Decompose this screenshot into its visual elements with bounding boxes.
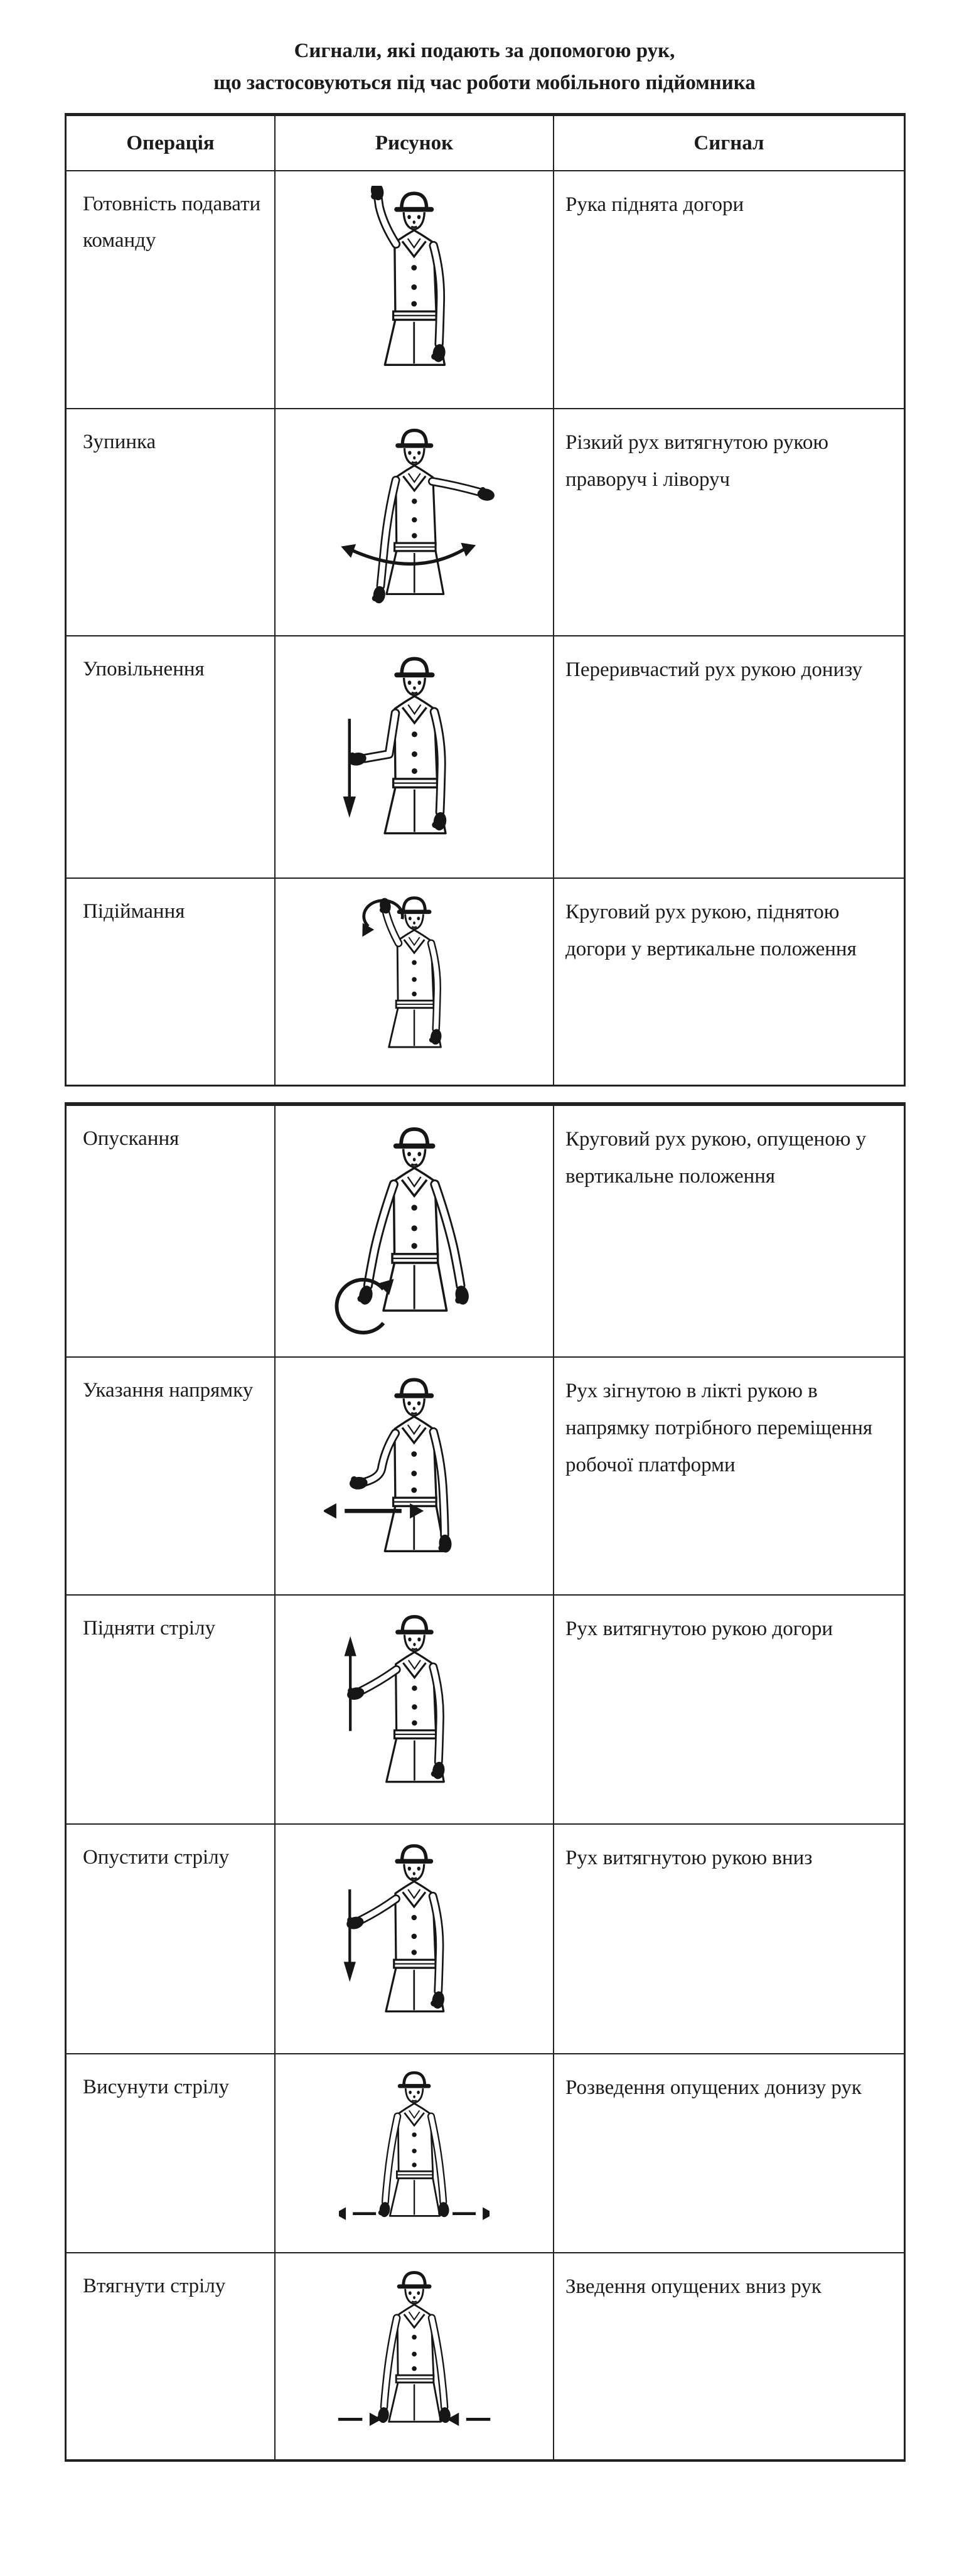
table-row [67,2253,904,2459]
table-row [67,171,904,409]
table-row [67,1596,904,1825]
signalman-arm-intermittent-down-icon [323,651,506,863]
signals-table-segment-1 [65,113,906,1087]
signalman-circular-arm-up-icon [336,891,493,1073]
signalman-arm-raised-icon [324,186,505,394]
signal-cell: Переривчастий рух рукою донизу [565,658,863,682]
header-signal: Сигнал [693,131,764,154]
signal-cell: Різкий рух витягнутою рукою праворуч і ліворуч [565,431,829,491]
table-row [67,879,904,1085]
figure-cell [276,1596,554,1823]
signalman-arms-spread-outward-icon [339,2066,490,2240]
figure-cell [276,636,554,877]
document-title [0,0,969,99]
signalman-arm-swing-icon [328,423,501,622]
signalman-circular-arm-down-icon [319,1121,510,1341]
table-row [67,409,904,636]
signal-cell: Рух витягнутою рукою догори [565,1618,833,1641]
operation-cell: Готовність подавати команду [67,171,276,408]
operation-cell: Уповільнення [67,636,276,877]
figure-cell [276,2054,554,2252]
title-line-1: Сигнали, які подають за допомогою рук, [294,40,675,62]
operation-cell: Висунути стрілу [67,2054,276,2252]
figure-cell [276,1106,554,1356]
signalman-arms-brought-inward-icon [336,2266,493,2447]
table-row [67,636,904,879]
figure-cell [276,879,554,1085]
operation-cell: Втягнути стрілу [67,2253,276,2459]
signalman-bent-arm-direction-icon [324,1372,505,1580]
table-row [67,1106,904,1358]
operation-cell: Указання напрямку [67,1358,276,1594]
figure-cell [276,2253,554,2459]
figure-cell [276,1358,554,1594]
signal-cell: Рух витягнутою рукою вниз [565,1847,813,1870]
signal-cell: Зведення опущених вниз рук [565,2275,822,2299]
operation-cell: Опустити стрілу [67,1825,276,2053]
figure-cell [276,1825,554,2053]
operation-cell: Опускання [67,1106,276,1356]
signal-cell: Рука піднята догори [565,193,744,217]
operation-cell: Зупинка [67,409,276,635]
signal-cell: Рух зігнутою в лікті рукою в напрямку потрібного переміщення робочої платформи [565,1380,873,1476]
table-header-row [67,116,904,171]
operation-cell: Підняти стрілу [67,1596,276,1823]
header-operation: Операція [67,116,276,170]
table-row [67,1358,904,1596]
signalman-extended-arm-down-arrow-icon [327,1838,501,2039]
signalman-extended-arm-up-arrow-icon [328,1609,501,1810]
figure-cell [276,171,554,408]
signal-cell: Круговий рух рукою, опущеною у вертикальне положення [565,1128,867,1188]
figure-cell [276,409,554,635]
operation-cell: Підіймання [67,879,276,1085]
signal-cell: Розведення опущених донизу рук [565,2076,862,2100]
signal-cell: Круговий рух рукою, піднятою догори у вертикальне положення [565,901,857,961]
signals-table-segment-2 [65,1102,906,2462]
header-figure: Рисунок [276,116,554,170]
table-row [67,2054,904,2253]
title-line-2: що застосовуються під час роботи мобільного підйомника [213,72,756,95]
table-row [67,1825,904,2054]
